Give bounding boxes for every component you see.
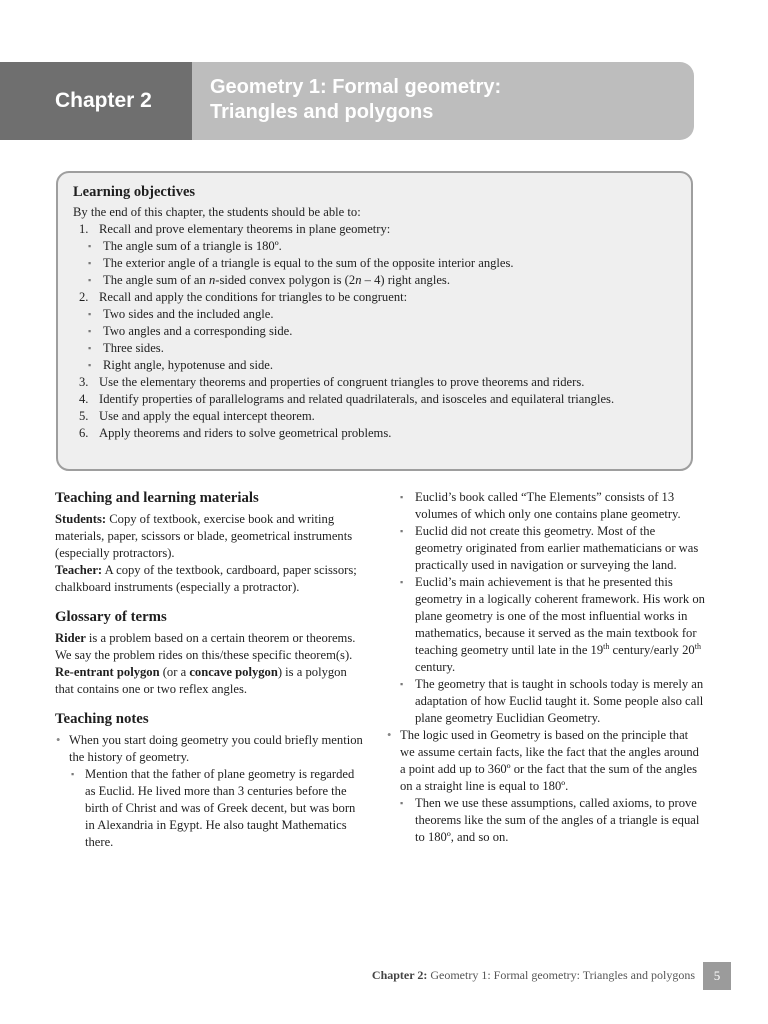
note-subbullet — [385, 676, 705, 727]
reentrant-term: Re-entrant polygon — [55, 665, 160, 679]
note-subbullet-text: Mention that the father of plane geometry is regarded as Euclid. He lived more than 3 centuries before the birth of Christ and was of Greek decent, but was born in Alexandria in Egypt. He also taught Mathematics there. — [85, 767, 356, 849]
note-subbullet — [55, 766, 365, 851]
square-bullet-icon: ▪ — [400, 492, 404, 502]
objective-text: Use the elementary theorems and properties of congruent triangles to prove theorems and riders. — [99, 375, 585, 389]
note-subbullet-text: Then we use these assumptions, called axioms, to prove theorems like the sum of the angles of a triangle is equal to 180º, and so on. — [415, 796, 700, 844]
objective-number: 2. — [79, 290, 89, 304]
chapter-title-line2: Triangles and polygons — [210, 101, 434, 123]
note-subbullet-text: Euclid did not create this geometry. Most of the geometry originated from earlier mathematicians or was practically used in navigation or surveying the land. — [415, 524, 699, 572]
objective-item — [73, 289, 691, 306]
objective-subitem — [73, 272, 691, 289]
objective-subitem-text: The angle sum of a triangle is 180º. — [103, 239, 282, 253]
superscript: th — [694, 641, 701, 651]
chapter-label-text: Chapter 2 — [55, 89, 152, 112]
chapter-label — [0, 62, 192, 140]
square-bullet-icon: ▪ — [400, 577, 404, 587]
reentrant-text: ) is a polygon that contains one or two reflex angles. — [55, 665, 347, 696]
materials-section — [55, 489, 365, 596]
glossary-rider — [55, 630, 365, 664]
materials-teacher — [55, 562, 365, 596]
objective-number: 4. — [79, 392, 89, 406]
objective-item — [73, 408, 691, 425]
objective-subitem-text: Two sides and the included angle. — [103, 307, 274, 321]
square-bullet-icon: ▪ — [71, 769, 75, 779]
footer-chapter-label: Chapter 2: — [371, 968, 428, 982]
objective-subitem-text: The angle sum of an — [103, 273, 209, 287]
right-column — [385, 489, 705, 846]
objectives-heading: Learning objectives — [73, 184, 196, 200]
objective-item — [73, 425, 691, 442]
note-bullet — [55, 732, 365, 766]
square-bullet-icon: ▪ — [400, 798, 404, 808]
materials-students — [55, 511, 365, 562]
note-subbullet — [385, 489, 705, 523]
note-bullet — [385, 727, 705, 795]
objective-subitem-text: The exterior angle of a triangle is equal to the sum of the opposite interior angles. — [103, 256, 514, 270]
objective-number: 5. — [79, 409, 89, 423]
round-bullet-icon: • — [387, 728, 392, 742]
objective-item — [73, 221, 691, 238]
objective-number: 6. — [79, 426, 89, 440]
teacher-label: Teacher: — [55, 563, 103, 577]
objective-text: Use and apply the equal intercept theorem. — [99, 409, 315, 423]
learning-objectives-box — [56, 171, 693, 471]
objectives-intro: By the end of this chapter, the students should be able to: — [73, 205, 361, 219]
note-bullet-text: When you start doing geometry you could briefly mention the history of geometry. — [69, 733, 363, 764]
objective-number: 1. — [79, 222, 89, 236]
square-bullet-icon: ▪ — [88, 343, 92, 353]
round-bullet-icon: • — [56, 733, 61, 747]
objective-subitem — [73, 255, 691, 272]
objective-item — [73, 391, 691, 408]
square-bullet-icon: ▪ — [88, 241, 92, 251]
footer-chapter-title: Geometry 1: Formal geometry: Triangles and polygons — [427, 968, 695, 982]
objective-subitem-text: Two angles and a corresponding side. — [103, 324, 293, 338]
square-bullet-icon: ▪ — [400, 679, 404, 689]
objective-subitem-text: -sided convex polygon is (2 — [215, 273, 356, 287]
rider-text: is a problem based on a certain theorem or theorems. We say the problem rides on this/these specific theorem(s). — [55, 631, 356, 662]
objective-text: Identify properties of parallelograms and related quadrilaterals, and isosceles and equilateral triangles. — [99, 392, 615, 406]
chapter-title — [192, 62, 694, 140]
objective-text: Apply theorems and riders to solve geometrical problems. — [99, 426, 392, 440]
note-subbullet-text: Euclid’s book called “The Elements” consists of 13 volumes of which only one contains plane geometry. — [415, 490, 681, 521]
objective-subitem-italic: n — [208, 273, 216, 287]
objective-subitem — [73, 238, 691, 255]
chapter-title-line1: Geometry 1: Formal geometry: — [210, 76, 502, 98]
page-footer — [0, 962, 768, 990]
left-column — [55, 489, 365, 863]
reentrant-mid: (or a — [159, 665, 190, 679]
note-subbullet-text: The geometry that is taught in schools today is merely an adaptation of how Euclid taught it. Some people also call plane geometry Euclidian Geometry. — [415, 677, 704, 725]
glossary-heading: Glossary of terms — [55, 609, 167, 625]
notes-heading: Teaching notes — [55, 711, 149, 727]
glossary-section — [55, 608, 365, 698]
objective-number: 3. — [79, 375, 89, 389]
objective-item — [73, 374, 691, 391]
objective-subitem-text: Three sides. — [103, 341, 164, 355]
notes-section — [55, 710, 365, 851]
objective-subitem-text: – 4) right angles. — [361, 273, 450, 287]
glossary-reentrant — [55, 664, 365, 698]
students-label: Students: — [55, 512, 107, 526]
note-subbullet — [385, 523, 705, 574]
objective-text: Recall and apply the conditions for triangles to be congruent: — [99, 290, 408, 304]
teacher-text: A copy of the textbook, cardboard, paper scissors; chalkboard instruments (especially a protractor). — [55, 563, 357, 594]
objective-subitem-italic: n — [355, 273, 362, 287]
note-subbullet — [385, 574, 705, 676]
objective-subitem — [73, 357, 691, 374]
square-bullet-icon: ▪ — [88, 326, 92, 336]
square-bullet-icon: ▪ — [88, 309, 92, 319]
note-bullet-text: The logic used in Geometry is based on the principle that we assume certain facts, like the fact that the angles around a point add up to 360º or the fact that the sum of the angles on a straight line is equal to 180º. — [400, 728, 699, 793]
objective-subitem — [73, 340, 691, 357]
page-number: 5 — [703, 962, 731, 990]
students-text: Copy of textbook, exercise book and writing materials, paper, scissors or blade, geometrical instruments (especially protractors). — [55, 512, 353, 560]
footer-running-title — [372, 968, 695, 983]
note-subbullet-text: century. — [415, 660, 456, 674]
concave-term: concave polygon — [189, 665, 278, 679]
note-subbullet — [385, 795, 705, 846]
square-bullet-icon: ▪ — [88, 275, 92, 285]
materials-heading: Teaching and learning materials — [55, 490, 259, 506]
rider-term: Rider — [55, 631, 86, 645]
superscript: th — [603, 641, 610, 651]
note-subbullet-text: Euclid’s main achievement is that he presented this geometry in a logically coherent framework. His work on plane geometry is one of the most influential works in mathematics, because it served as the main textbook for teaching geometry until late in the 19 — [415, 575, 705, 657]
objective-text: Recall and prove elementary theorems in plane geometry: — [99, 222, 391, 236]
objective-subitem — [73, 323, 691, 340]
square-bullet-icon: ▪ — [400, 526, 404, 536]
objective-subitem-text: Right angle, hypotenuse and side. — [103, 358, 273, 372]
note-subbullet-text: century/early 20 — [609, 643, 695, 657]
square-bullet-icon: ▪ — [88, 360, 92, 370]
square-bullet-icon: ▪ — [88, 258, 92, 268]
objective-subitem — [73, 306, 691, 323]
